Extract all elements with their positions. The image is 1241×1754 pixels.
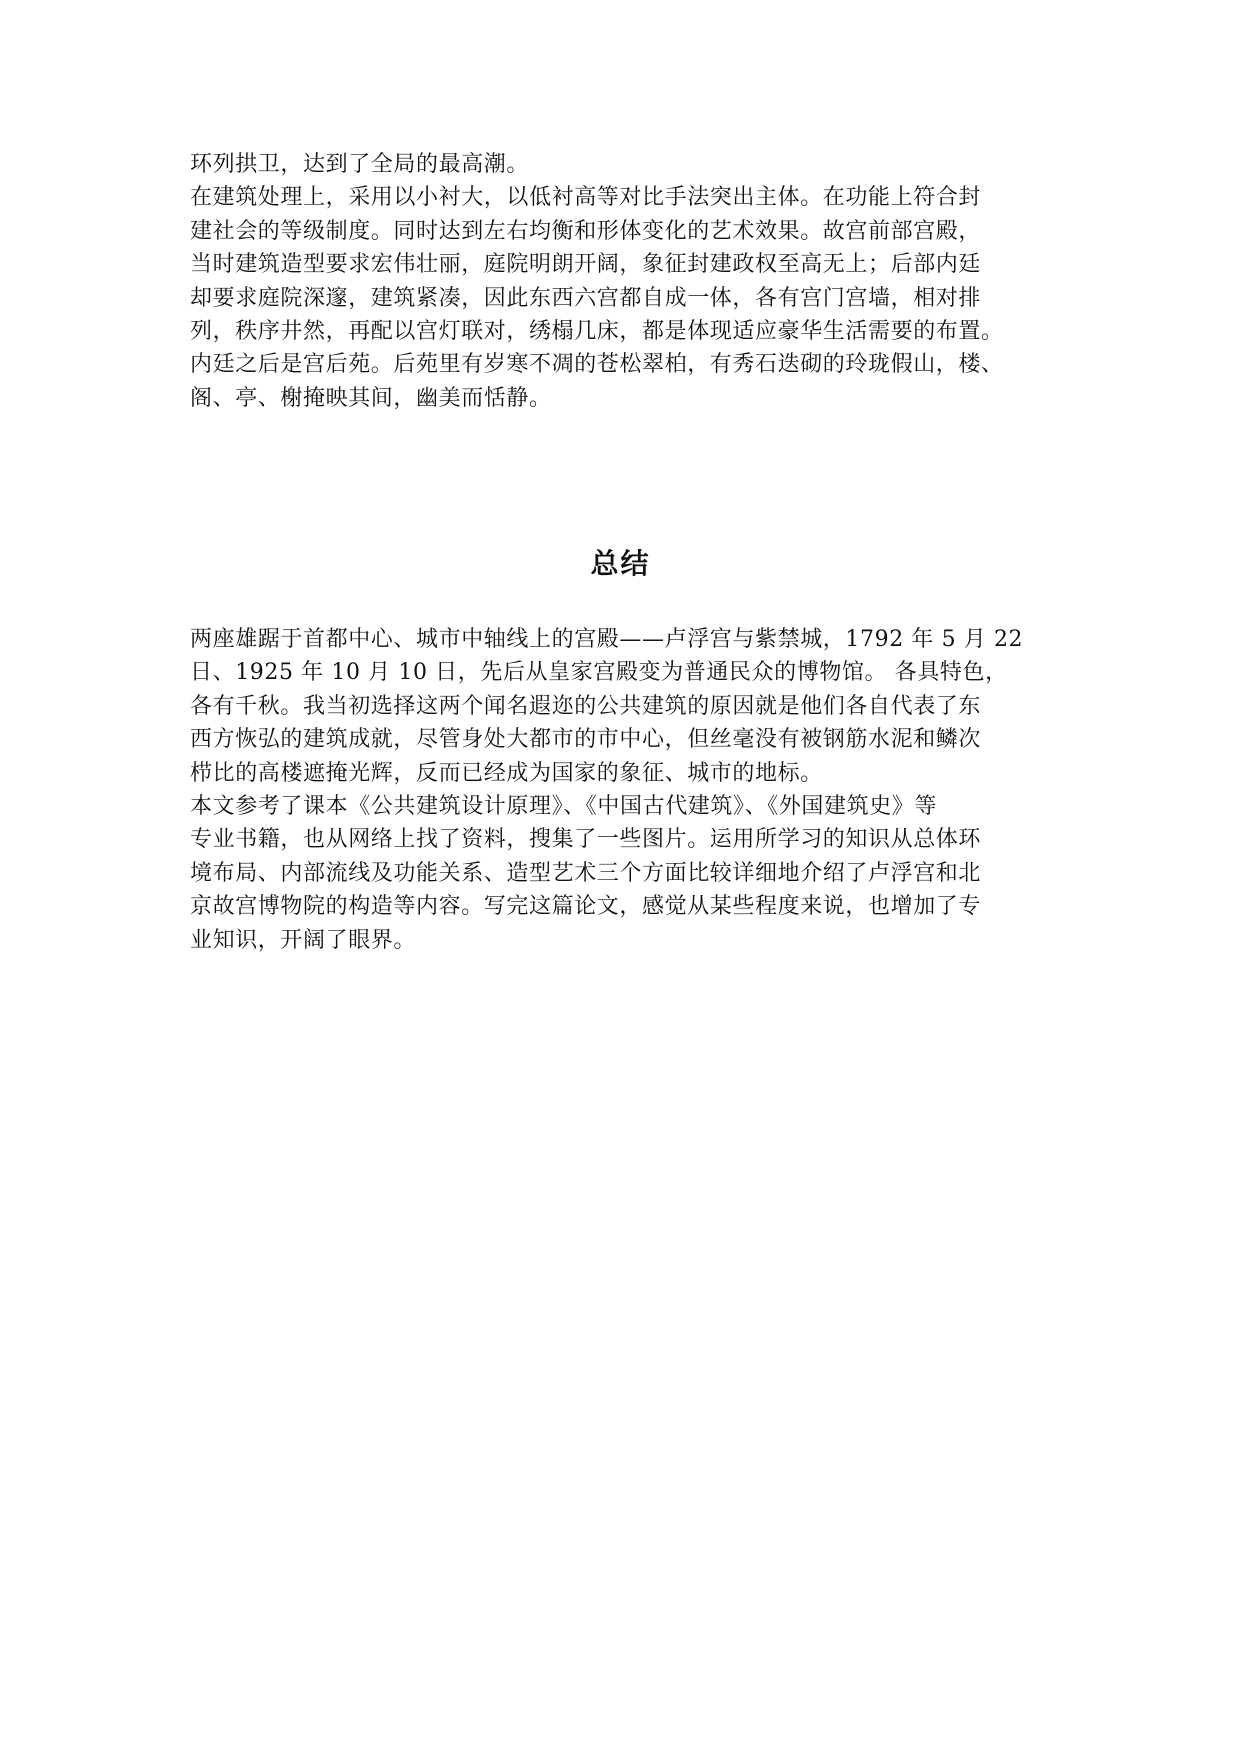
text-line: 两座雄踞于首都中心、城市中轴线上的宫殿——卢浮宫与紫禁城，1792 年 5 月 22: [190, 627, 1024, 652]
text-line: 业知识，开阔了眼界。: [190, 927, 417, 953]
text-line: 内廷之后是宫后苑。后苑里有岁寒不凋的苍松翠柏，有秀石迭砌的玲珑假山，楼、: [190, 352, 1004, 378]
text-line: 专业书籍，也从网络上找了资料，搜集了一些图片。运用所学习的知识从总体环: [190, 827, 982, 853]
section-heading-summary: 总结: [590, 547, 651, 580]
text-line: 栉比的高楼遮掩光辉，反而已经成为国家的象征、城市的地标。: [190, 760, 823, 786]
summary-paragraphs: [190, 623, 1050, 957]
text-line: 当时建筑造型要求宏伟壮丽，庭院明朗开阔，象征封建政权至高无上；后部内廷: [190, 252, 982, 278]
text-line: 列，秩序井然，再配以宫灯联对，绣榻几床，都是体现适应豪华生活需要的布置。: [190, 319, 1004, 345]
text-line: 阁、亭、榭掩映其间，幽美而恬静。: [190, 385, 552, 411]
text-line: 本文参考了课本《公共建筑设计原理》、《中国古代建筑》、《外国建筑史》等: [190, 794, 938, 820]
text-line: 日、1925 年 10 月 10 日，先后从皇家宫殿变为普通民众的博物馆。 各具特色，: [190, 660, 1008, 686]
text-line: 却要求庭院深邃，建筑紧凑，因此东西六宫都自成一体，各有宫门宫墙，相对排: [190, 285, 982, 311]
text-line: 建社会的等级制度。同时达到左右均衡和形体变化的艺术效果。故宫前部宫殿，: [190, 218, 982, 244]
text-line: 在建筑处理上，采用以小衬大，以低衬高等对比手法突出主体。在功能上符合封: [190, 185, 982, 211]
text-line: 西方恢弘的建筑成就，尽管身处大都市的市中心，但丝毫没有被钢筋水泥和鳞次: [190, 727, 982, 753]
text-line: 京故宫博物院的构造等内容。写完这篇论文，感觉从某些程度来说，也增加了专: [190, 894, 982, 920]
text-line: 各有千秋。我当初选择这两个闻名遐迩的公共建筑的原因就是他们各自代表了东: [190, 693, 982, 719]
text-line: 环列拱卫，达到了全局的最高潮。: [190, 152, 530, 177]
text-line: 境布局、内部流线及功能关系、造型艺术三个方面比较详细地介绍了卢浮宫和北: [190, 860, 982, 886]
architecture-paragraphs: [190, 148, 1050, 415]
